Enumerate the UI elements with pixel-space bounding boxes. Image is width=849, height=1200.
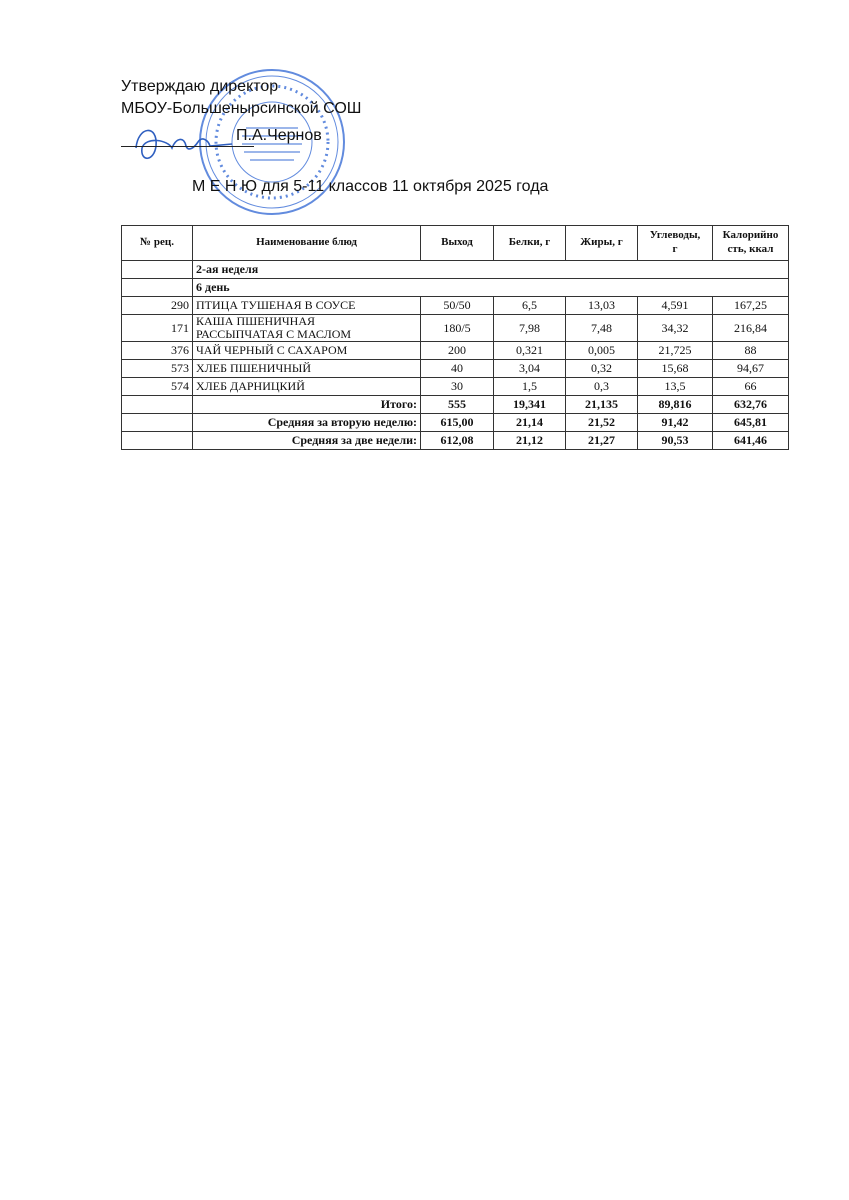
col-header-carbs-line1: Углеводы,: [649, 229, 701, 242]
avg-week-row: [122, 414, 789, 432]
dish-fat: 7,48: [566, 315, 638, 342]
empty-cell: [122, 396, 193, 414]
dish-protein: 1,5: [494, 378, 566, 396]
dish-name-line2: РАССЫПЧАТАЯ С МАСЛОМ: [196, 327, 352, 342]
table-row: [122, 378, 789, 396]
total-carbs: 89,816: [638, 396, 713, 414]
avg-two-protein: 21,12: [494, 432, 566, 450]
dish-name: ХЛЕБ ПШЕНИЧНЫЙ: [193, 360, 421, 378]
rec-number: 574: [122, 378, 193, 396]
signer-name: П.А.Чернов: [236, 127, 322, 144]
avg-week-fat: 21,52: [566, 414, 638, 432]
avg-week-kcal: 645,81: [713, 414, 789, 432]
col-header-carbs-line2: г: [672, 243, 678, 255]
dish-yield: 30: [421, 378, 494, 396]
dish-carbs: 15,68: [638, 360, 713, 378]
school-name: МБОУ-Большенырсинской СОШ: [121, 100, 362, 117]
dish-kcal: 94,67: [713, 360, 789, 378]
avg-week-yield: 615,00: [421, 414, 494, 432]
dish-carbs: 13,5: [638, 378, 713, 396]
total-protein: 19,341: [494, 396, 566, 414]
dish-carbs: 21,725: [638, 342, 713, 360]
menu-title: М Е Н Ю для 5-11 классов 11 октября 2025 года: [192, 178, 549, 195]
empty-cell: [122, 432, 193, 450]
table-row: [122, 297, 789, 315]
dish-protein: 7,98: [494, 315, 566, 342]
total-fat: 21,135: [566, 396, 638, 414]
table-row: [122, 342, 789, 360]
dish-yield: 50/50: [421, 297, 494, 315]
dish-carbs: 34,32: [638, 315, 713, 342]
empty-cell: [122, 261, 193, 279]
empty-cell: [122, 414, 193, 432]
table-row: [122, 360, 789, 378]
avg-two-fat: 21,27: [566, 432, 638, 450]
dish-carbs: 4,591: [638, 297, 713, 315]
dish-yield: 200: [421, 342, 494, 360]
avg-week-protein: 21,14: [494, 414, 566, 432]
total-kcal: 632,76: [713, 396, 789, 414]
rec-number: 376: [122, 342, 193, 360]
dish-kcal: 216,84: [713, 315, 789, 342]
dish-protein: 0,321: [494, 342, 566, 360]
director-signature: [128, 118, 238, 168]
table-row: [122, 315, 789, 342]
empty-cell: [122, 279, 193, 297]
col-header-protein: Белки, г: [494, 226, 566, 261]
dish-name: [193, 315, 421, 342]
avg-two-carbs: 90,53: [638, 432, 713, 450]
dish-fat: 0,32: [566, 360, 638, 378]
col-header-kcal-line2: сть, ккал: [727, 243, 774, 255]
avg-week-carbs: 91,42: [638, 414, 713, 432]
col-header-rec: № рец.: [122, 226, 193, 261]
dish-protein: 3,04: [494, 360, 566, 378]
avg-two-label: Средняя за две недели:: [193, 432, 421, 450]
day-label: 6 день: [193, 279, 789, 297]
rec-number: 290: [122, 297, 193, 315]
dish-name: ХЛЕБ ДАРНИЦКИЙ: [193, 378, 421, 396]
dish-kcal: 167,25: [713, 297, 789, 315]
col-header-yield: Выход: [421, 226, 494, 261]
total-row: [122, 396, 789, 414]
rec-number: 171: [122, 315, 193, 342]
avg-two-kcal: 641,46: [713, 432, 789, 450]
signature-line: [121, 146, 254, 147]
dish-name-line1: КАША ПШЕНИЧНАЯ: [196, 314, 316, 328]
dish-yield: 40: [421, 360, 494, 378]
table-header-row: [122, 226, 789, 261]
col-header-carbs: [638, 226, 713, 261]
dish-protein: 6,5: [494, 297, 566, 315]
col-header-kcal: [713, 226, 789, 261]
avg-two-yield: 612,08: [421, 432, 494, 450]
day-row: [122, 279, 789, 297]
dish-fat: 0,005: [566, 342, 638, 360]
col-header-kcal-line1: Калорийно: [722, 229, 779, 242]
menu-table: [121, 225, 789, 450]
rec-number: 573: [122, 360, 193, 378]
col-header-fat: Жиры, г: [566, 226, 638, 261]
dish-kcal: 66: [713, 378, 789, 396]
dish-name: ЧАЙ ЧЕРНЫЙ С САХАРОМ: [193, 342, 421, 360]
dish-kcal: 88: [713, 342, 789, 360]
week-label: 2-ая неделя: [193, 261, 789, 279]
avg-week-label: Средняя за вторую неделю:: [193, 414, 421, 432]
week-row: [122, 261, 789, 279]
dish-fat: 13,03: [566, 297, 638, 315]
total-label: Итого:: [193, 396, 421, 414]
avg-two-row: [122, 432, 789, 450]
col-header-name: Наименование блюд: [193, 226, 421, 261]
dish-name: ПТИЦА ТУШЕНАЯ В СОУСЕ: [193, 297, 421, 315]
dish-yield: 180/5: [421, 315, 494, 342]
total-yield: 555: [421, 396, 494, 414]
approval-text: Утверждаю директор: [121, 78, 279, 95]
dish-fat: 0,3: [566, 378, 638, 396]
